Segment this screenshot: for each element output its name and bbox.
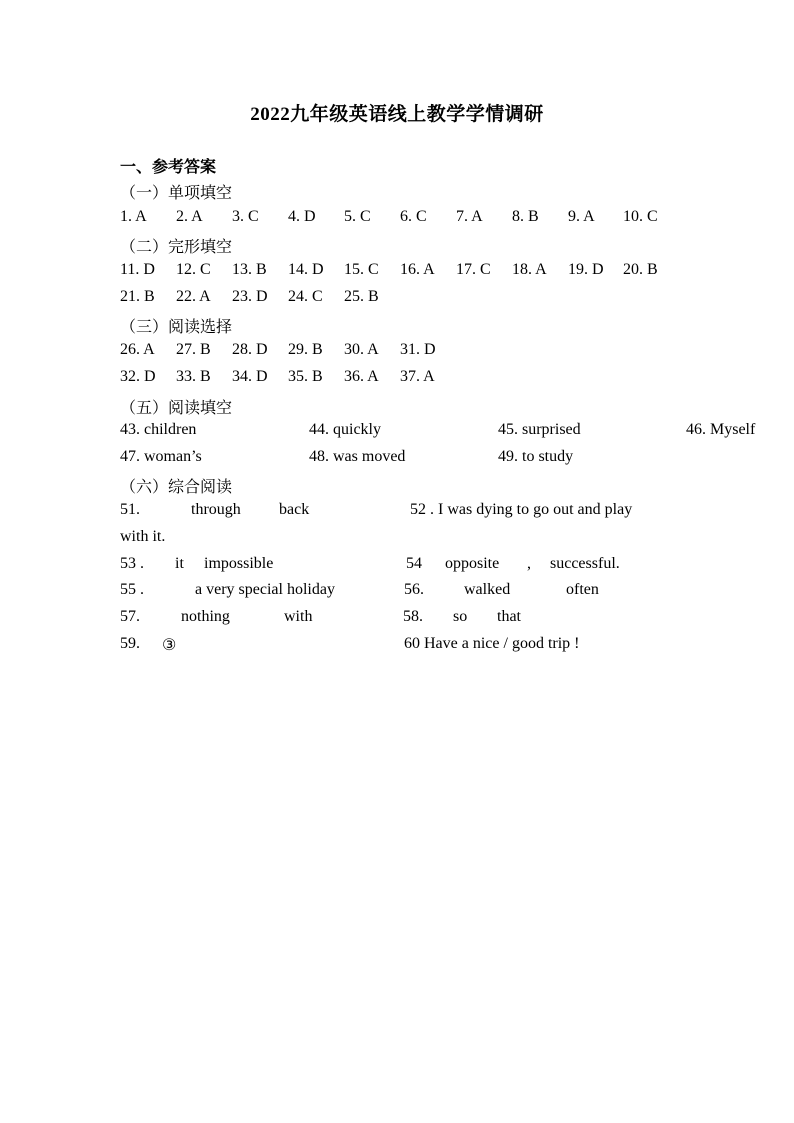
answer: 47. woman’s: [120, 448, 202, 465]
question-number: 56.: [404, 581, 424, 598]
answer: walked: [464, 581, 511, 598]
answer: 1. A: [120, 208, 147, 225]
question-number: 54: [406, 555, 422, 572]
answer: 35. B: [288, 368, 323, 385]
question-number: 55 .: [120, 581, 144, 598]
question-number: 57.: [120, 608, 140, 625]
answer: 16. A: [400, 261, 435, 278]
separator: ,: [527, 555, 531, 572]
answer: it: [175, 555, 184, 572]
answer: 14. D: [288, 261, 324, 278]
answer: 52 . I was dying to go out and play: [410, 501, 633, 518]
answer: 45. surprised: [498, 421, 581, 438]
question-number: 51.: [120, 501, 140, 518]
part-heading-single-choice: （一）单项填空: [120, 185, 233, 202]
answer: 6. C: [400, 208, 427, 225]
answer: 31. D: [400, 341, 436, 358]
answer: nothing: [181, 608, 230, 625]
answer: 15. C: [344, 261, 379, 278]
answer: a very special holiday: [195, 581, 335, 598]
answer: 60 Have a nice / good trip !: [404, 635, 580, 652]
part-heading-cloze: （二）完形填空: [120, 239, 233, 256]
answer: 36. A: [344, 368, 379, 385]
answer: 3. C: [232, 208, 259, 225]
answer: 34. D: [232, 368, 268, 385]
answer: 7. A: [456, 208, 483, 225]
answer: 13. B: [232, 261, 267, 278]
question-number: 59.: [120, 635, 140, 652]
answer: so: [453, 608, 468, 625]
answer: 30. A: [344, 341, 379, 358]
answer: 49. to study: [498, 448, 574, 465]
answer: 28. D: [232, 341, 268, 358]
answer: 43. children: [120, 421, 197, 438]
answer: 18. A: [512, 261, 547, 278]
answer: 12. C: [176, 261, 211, 278]
answer: 24. C: [288, 288, 323, 305]
answer: 48. was moved: [309, 448, 406, 465]
part-heading-comprehensive: （六）综合阅读: [120, 479, 233, 496]
answer: with: [284, 608, 313, 625]
answer: 17. C: [456, 261, 491, 278]
page-title: 2022九年级英语线上教学学情调研: [250, 104, 544, 125]
answer: 19. D: [568, 261, 604, 278]
answer: 23. D: [232, 288, 268, 305]
question-number: 58.: [403, 608, 423, 625]
answer-continued: with it.: [120, 528, 166, 545]
answer: opposite: [445, 555, 500, 572]
answer: through: [191, 501, 241, 518]
answer: 11. D: [120, 261, 155, 278]
answer: 44. quickly: [309, 421, 381, 438]
section-heading: 一、参考答案: [120, 159, 217, 176]
answer: 10. C: [623, 208, 658, 225]
answer: 8. B: [512, 208, 539, 225]
answer: ③: [162, 637, 177, 654]
answer: that: [497, 608, 521, 625]
answer: 22. A: [176, 288, 211, 305]
answer: 46. Myself: [686, 421, 756, 438]
answer: 4. D: [288, 208, 316, 225]
answer: 20. B: [623, 261, 658, 278]
answer: 21. B: [120, 288, 155, 305]
answer: often: [566, 581, 599, 598]
answer: impossible: [204, 555, 274, 572]
answer: 27. B: [176, 341, 211, 358]
answer: 33. B: [176, 368, 211, 385]
answer: 5. C: [344, 208, 371, 225]
answer: 26. A: [120, 341, 155, 358]
part-heading-reading-choice: （三）阅读选择: [120, 319, 233, 336]
answer: 25. B: [344, 288, 379, 305]
answer: 9. A: [568, 208, 595, 225]
answer: successful.: [550, 555, 620, 572]
answer: 37. A: [400, 368, 435, 385]
answer: 32. D: [120, 368, 156, 385]
answer: 2. A: [176, 208, 203, 225]
answer: back: [279, 501, 310, 518]
answer: 29. B: [288, 341, 323, 358]
part-heading-reading-fill: （五）阅读填空: [120, 400, 233, 417]
question-number: 53 .: [120, 555, 144, 572]
